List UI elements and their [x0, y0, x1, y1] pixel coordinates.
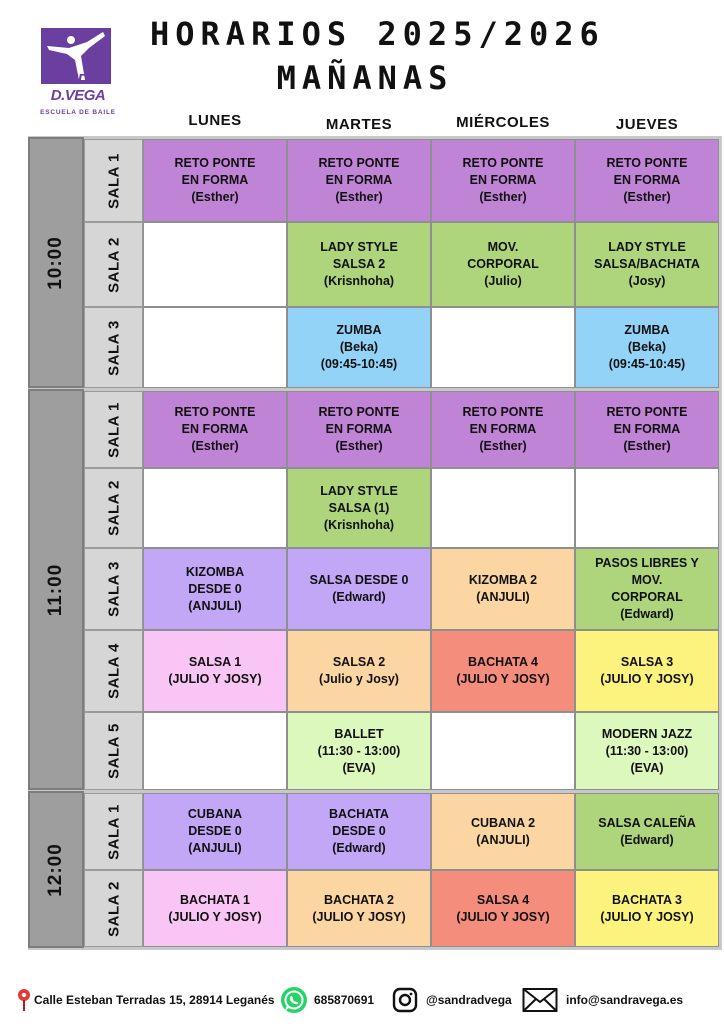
class-text: RETO PONTE EN FORMA (Esther) [606, 156, 688, 204]
class-text: SALSA CALEÑA (Edward) [598, 815, 696, 847]
class-cell [287, 870, 431, 947]
room-label-text: SALA 1 [105, 803, 122, 860]
class-text: RETO PONTE EN FORMA (Esther) [174, 405, 256, 453]
day-header-miercoles: MIÉRCOLES [456, 114, 550, 131]
logo-name [38, 72, 118, 104]
title-line2: MAÑANAS [276, 59, 454, 97]
class-cell [143, 548, 287, 630]
class-text: BACHATA 1 (JULIO Y JOSY) [168, 892, 262, 924]
room-label [84, 391, 143, 468]
class-cell [287, 222, 431, 307]
class-text: SALSA 2 (Julio y Josy) [319, 655, 399, 686]
class-cell [143, 793, 287, 870]
time-label: 12:00 [45, 842, 66, 897]
class-cell [431, 222, 575, 307]
class-text: LADY STYLE SALSA (1) (Krisnhoha) [320, 483, 398, 532]
class-text: RETO PONTE EN FORMA (Esther) [318, 405, 400, 453]
class-text: RETO PONTE EN FORMA (Esther) [462, 156, 544, 204]
class-text: RETO PONTE EN FORMA (Esther) [462, 405, 544, 453]
class-text: RETO PONTE EN FORMA (Esther) [606, 405, 688, 453]
class-cell [287, 391, 431, 468]
class-cell [575, 870, 719, 947]
class-cell [287, 468, 431, 548]
time-slot-1200 [28, 791, 84, 948]
class-text: BACHATA 3 (JULIO Y JOSY) [600, 892, 694, 924]
school-logo [36, 22, 120, 122]
room-label [84, 222, 143, 307]
room-label [84, 139, 143, 222]
room-label-text: SALA 3 [105, 561, 122, 617]
empty-cell [431, 712, 575, 790]
whatsapp-icon [280, 986, 308, 1014]
title-line1: HORARIOS 2025/2026 [150, 15, 605, 53]
class-text: LADY STYLE SALSA 2 (Krisnhoha) [320, 240, 398, 288]
time-slot-1000 [28, 137, 84, 388]
class-cell [143, 870, 287, 947]
class-cell [431, 548, 575, 630]
room-label [84, 468, 143, 548]
class-text: BACHATA DESDE 0 (Edward) [329, 807, 389, 855]
room-label [84, 870, 143, 947]
empty-cell [143, 712, 287, 790]
class-cell [287, 139, 431, 222]
empty-cell [143, 307, 287, 388]
phone-text: 685870691 [314, 993, 375, 1007]
room-label [84, 793, 143, 870]
email-item[interactable] [522, 982, 683, 1018]
class-cell [287, 548, 431, 630]
class-cell [431, 870, 575, 947]
class-cell [431, 630, 575, 712]
class-text: SALSA 1 (JULIO Y JOSY) [168, 655, 262, 686]
empty-cell [143, 222, 287, 307]
empty-cell [143, 468, 287, 548]
room-label [84, 630, 143, 712]
empty-cell [431, 307, 575, 388]
class-text: BACHATA 4 (JULIO Y JOSY) [456, 655, 550, 686]
room-label-text: SALA 1 [105, 152, 122, 209]
time-label: 10:00 [45, 235, 66, 290]
class-cell [575, 793, 719, 870]
room-label-text: SALA 3 [105, 319, 122, 376]
empty-cell [575, 468, 719, 548]
class-text: CUBANA 2 (ANJULI) [470, 815, 536, 847]
room-label-text: SALA 2 [105, 236, 122, 293]
class-text: SALSA 3 (JULIO Y JOSY) [600, 655, 694, 686]
class-cell [143, 391, 287, 468]
contact-footer [0, 982, 724, 1018]
class-text: MODERN JAZZ (11:30 - 13:00) (EVA) [601, 726, 693, 775]
room-label-text: SALA 2 [105, 480, 122, 536]
page-title [150, 12, 605, 100]
day-header-jueves: JUEVES [615, 116, 679, 133]
class-cell [431, 391, 575, 468]
instagram-icon [392, 987, 418, 1013]
instagram-handle: @sandradvega [426, 993, 512, 1007]
class-cell [575, 391, 719, 468]
room-label-text: SALA 4 [105, 643, 122, 699]
class-text: BACHATA 2 (JULIO Y JOSY) [312, 892, 406, 924]
class-cell [575, 139, 719, 222]
time-slot-1100 [28, 389, 84, 790]
email-text: info@sandravega.es [566, 993, 684, 1007]
time-label: 11:00 [45, 563, 66, 616]
room-label-text: SALA 2 [105, 880, 122, 937]
class-text: SALSA 4 (JULIO Y JOSY) [456, 892, 550, 924]
class-text: PASOS LIBRES Y MOV. CORPORAL (Edward) [595, 556, 699, 621]
class-text: CUBANA DESDE 0 (ANJULI) [187, 807, 243, 855]
logo-subtitle: ESCUELA DE BAILE [40, 109, 116, 116]
logo-name-line1: SANDRA [47, 71, 109, 88]
class-cell [143, 630, 287, 712]
room-label [84, 712, 143, 790]
class-text: MOV. CORPORAL (Julio) [467, 240, 539, 288]
room-label-text: SALA 5 [105, 723, 122, 779]
class-cell [575, 548, 719, 630]
class-text: SALSA DESDE 0 (Edward) [309, 573, 409, 604]
class-text: KIZOMBA DESDE 0 (ANJULI) [185, 564, 245, 613]
class-text: RETO PONTE EN FORMA (Esther) [318, 156, 400, 204]
instagram-item[interactable] [392, 982, 512, 1018]
class-text: LADY STYLE SALSA/BACHATA (Josy) [594, 240, 700, 288]
class-cell [287, 793, 431, 870]
class-text: ZUMBA (Beka) (09:45-10:45) [320, 323, 398, 371]
location-pin-icon [16, 988, 32, 1012]
day-header-martes: MARTES [325, 116, 393, 133]
phone-item[interactable] [280, 982, 374, 1018]
class-cell [431, 793, 575, 870]
class-cell [287, 307, 431, 388]
class-cell [575, 712, 719, 790]
class-text: KIZOMBA 2 (ANJULI) [468, 573, 538, 604]
email-envelope-icon [522, 987, 558, 1013]
class-cell [287, 712, 431, 790]
class-text: ZUMBA (Beka) (09:45-10:45) [608, 323, 686, 371]
address-text: Calle Esteban Terradas 15, 28914 Leganés [34, 993, 275, 1007]
day-header-lunes: LUNES [188, 112, 242, 129]
class-cell [143, 139, 287, 222]
class-cell [575, 630, 719, 712]
room-label [84, 548, 143, 630]
class-cell [287, 630, 431, 712]
room-label [84, 307, 143, 388]
class-cell [431, 139, 575, 222]
class-cell [575, 222, 719, 307]
class-text: RETO PONTE EN FORMA (Esther) [174, 156, 256, 204]
logo-name-line2: D.VEGA [50, 87, 106, 104]
empty-cell [431, 468, 575, 548]
address-item [16, 982, 275, 1018]
class-text: BALLET (11:30 - 13:00) (EVA) [317, 726, 401, 775]
room-label-text: SALA 1 [105, 401, 122, 458]
class-cell [575, 307, 719, 388]
